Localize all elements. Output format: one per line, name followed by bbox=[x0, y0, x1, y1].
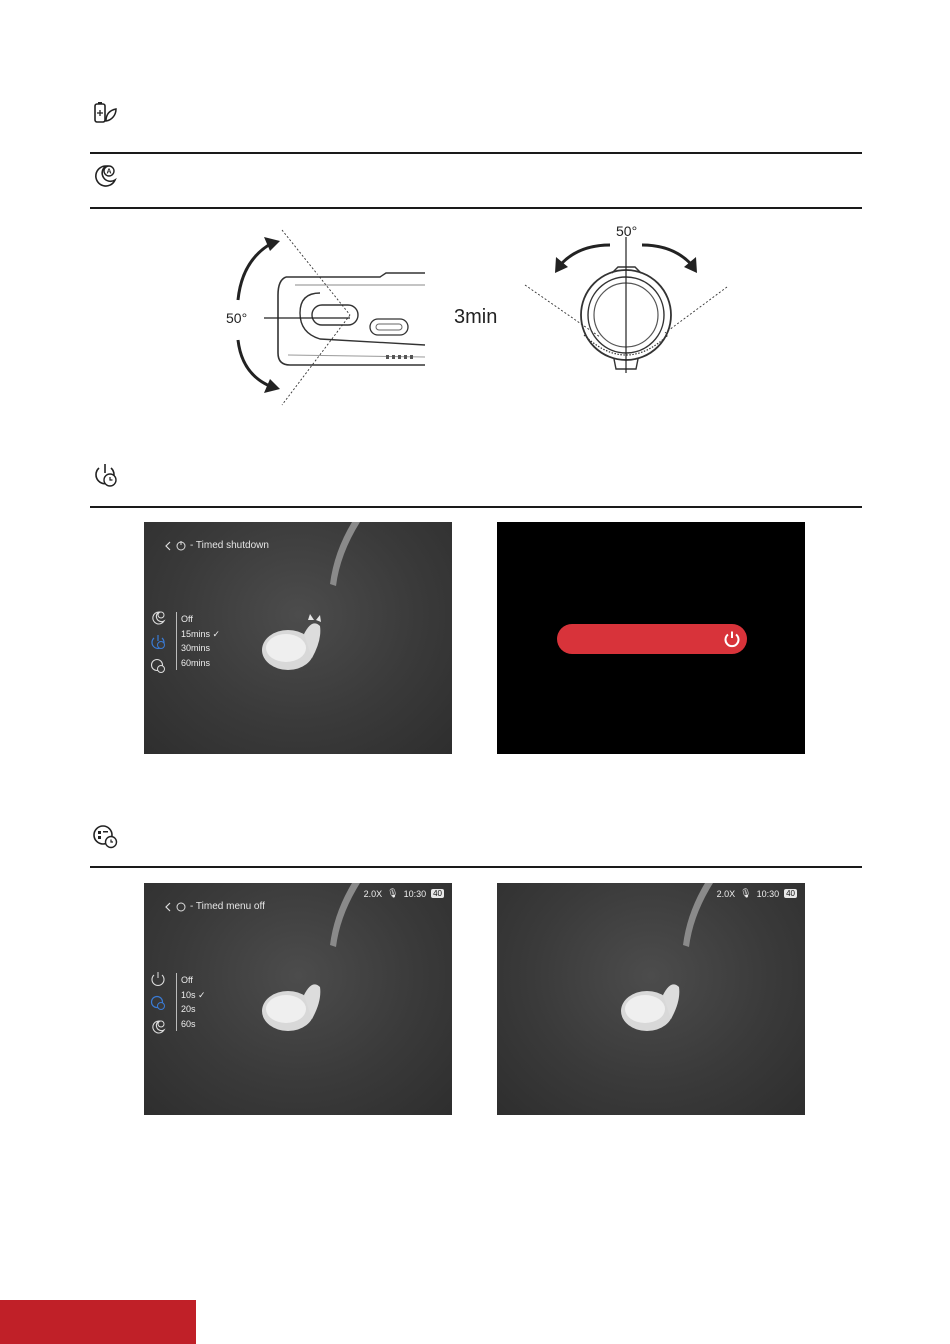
moon-auto-icon[interactable] bbox=[150, 610, 166, 626]
divider bbox=[90, 866, 862, 868]
battery-level: 40 bbox=[433, 889, 442, 898]
menu-option[interactable]: 20s bbox=[181, 1004, 196, 1015]
chevron-left-icon[interactable] bbox=[164, 541, 172, 551]
battery-level: 40 bbox=[786, 889, 795, 898]
menu-title: - Timed shutdown bbox=[190, 540, 269, 551]
power-clock-icon bbox=[92, 462, 118, 488]
status-bar bbox=[717, 888, 797, 899]
power-clock-icon[interactable] bbox=[150, 971, 166, 987]
battery-leaf-icon bbox=[92, 101, 118, 127]
device-front-view bbox=[525, 237, 727, 373]
shutdown-bar[interactable] bbox=[557, 624, 747, 654]
menu-icon-column bbox=[150, 971, 166, 1035]
menu-clock-icon[interactable] bbox=[150, 995, 166, 1011]
left-angle-label: 50° bbox=[226, 310, 248, 326]
moon-auto-icon bbox=[92, 163, 118, 189]
timed-menu-off-screen bbox=[144, 883, 452, 1115]
divider bbox=[90, 152, 862, 154]
svg-text:A: A bbox=[106, 168, 112, 176]
clock-time: 10:30 bbox=[756, 888, 780, 899]
footer-accent-bar bbox=[0, 1300, 196, 1344]
menu-options bbox=[176, 973, 206, 1031]
moon-auto-icon[interactable] bbox=[150, 1019, 166, 1035]
menu-option-selected[interactable]: 10s ✓ bbox=[181, 989, 206, 1000]
microphone-icon: 🎙 bbox=[387, 888, 399, 898]
menu-option-selected[interactable]: 15mins ✓ bbox=[181, 628, 221, 639]
right-angle-label: 50° bbox=[616, 223, 638, 239]
menu-option[interactable]: 60s bbox=[181, 1018, 196, 1029]
menu-option[interactable]: Off bbox=[181, 975, 193, 985]
status-bar bbox=[364, 888, 444, 899]
power-clock-icon[interactable] bbox=[150, 634, 166, 650]
zoom-level: 2.0X bbox=[363, 888, 383, 899]
chevron-left-icon[interactable] bbox=[164, 902, 172, 912]
thermal-scene bbox=[497, 883, 805, 1115]
device-side-view bbox=[238, 230, 430, 405]
tilt-diagram bbox=[200, 215, 760, 415]
power-icon bbox=[723, 630, 741, 648]
duration-label: 3min bbox=[454, 306, 498, 328]
menu-clock-icon bbox=[176, 902, 186, 912]
check-icon: ✓ bbox=[212, 628, 221, 639]
power-clock-icon bbox=[176, 541, 186, 551]
menu-clock-icon[interactable] bbox=[150, 658, 166, 674]
zoom-level: 2.0X bbox=[716, 888, 736, 899]
check-icon: ✓ bbox=[198, 989, 206, 1000]
menu-hidden-screen bbox=[497, 883, 805, 1115]
divider bbox=[90, 207, 862, 209]
menu-option[interactable]: Off bbox=[181, 614, 193, 624]
menu-title: - Timed menu off bbox=[190, 901, 265, 912]
menu-options bbox=[176, 612, 220, 670]
clock-time: 10:30 bbox=[403, 888, 427, 899]
menu-clock-icon bbox=[92, 823, 118, 849]
timed-shutdown-screen bbox=[144, 522, 452, 754]
microphone-icon: 🎙 bbox=[740, 888, 752, 898]
shutdown-screen bbox=[497, 522, 805, 754]
menu-option[interactable]: 60mins bbox=[181, 657, 211, 668]
menu-icon-column bbox=[150, 610, 166, 674]
menu-option[interactable]: 30mins bbox=[181, 643, 211, 654]
divider bbox=[90, 506, 862, 508]
